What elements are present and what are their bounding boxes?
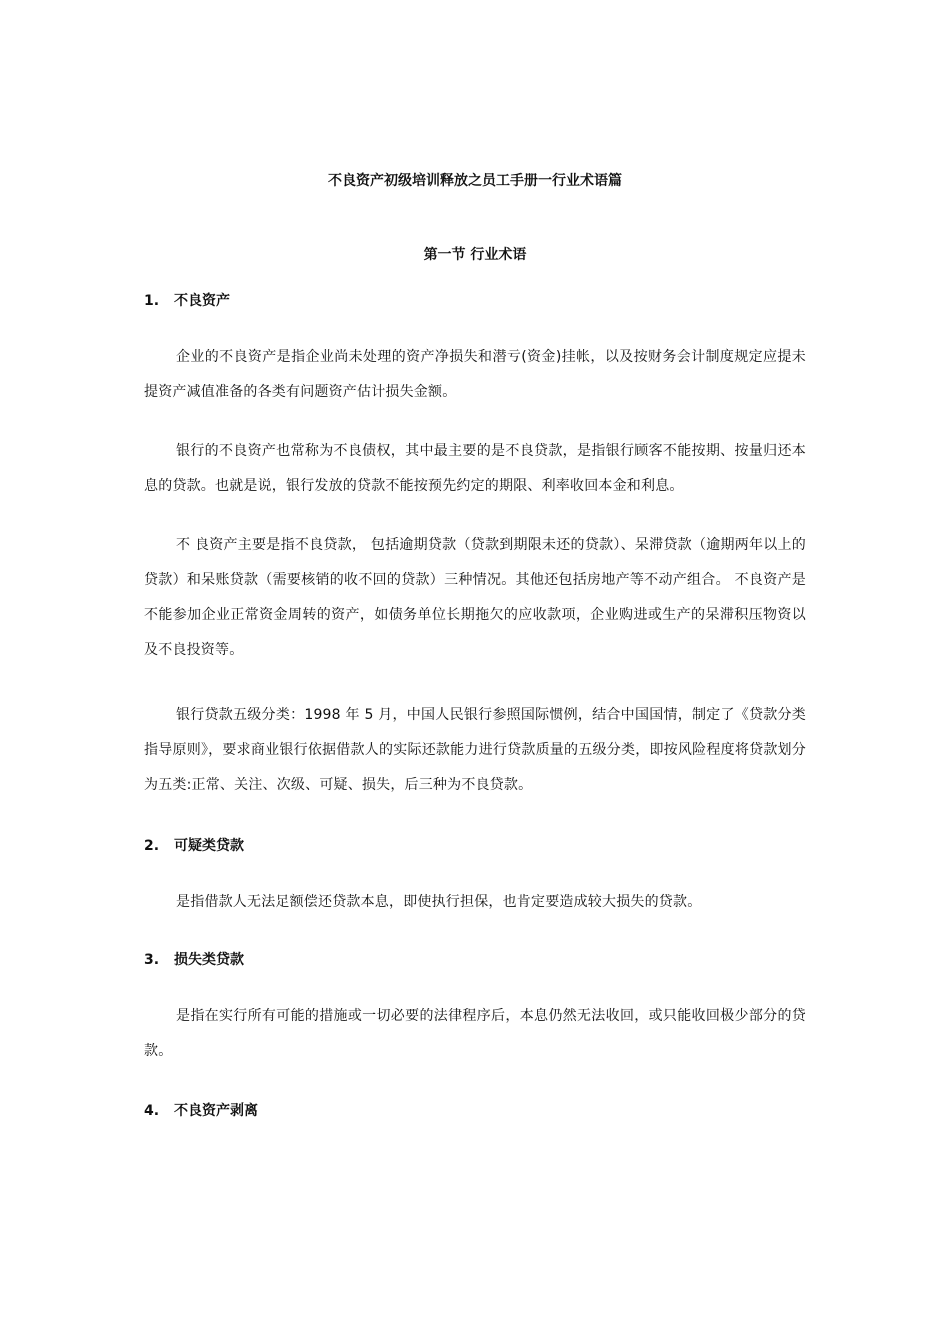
term-heading-label: 不良资产剥离 xyxy=(174,1103,258,1119)
paragraph: 不 良资产主要是指不良贷款， 包括逾期贷款（贷款到期限未还的贷款）、呆滞贷款（逾期两年以上的贷款）和呆账贷款（需要核销的收不回的贷款）三种情况。其他还包括房地产等不动产组合。 不良资产是不能参加企业正常资金周转的资产，如债务单位长期拖欠的应收款项，企业购进或生产的呆滞积压物资以及不良投资等。 xyxy=(144,537,806,658)
term-number: 2. xyxy=(144,838,160,854)
term-heading-2 xyxy=(144,836,824,856)
paragraph: 是指借款人无法足额偿还贷款本息，即使执行担保，也肯定要造成较大损失的贷款。 xyxy=(176,894,702,910)
term-heading-4 xyxy=(144,1101,824,1121)
term-heading-1 xyxy=(144,291,824,311)
term-number: 4. xyxy=(144,1103,160,1119)
paragraph: 是指在实行所有可能的措施或一切必要的法律程序后，本息仍然无法收回，或只能收回极少部分的贷款。 xyxy=(144,1008,806,1059)
paragraph: 银行的不良资产也常称为不良债权，其中最主要的是不良贷款，是指银行顾客不能按期、按量归还本息的贷款。也就是说，银行发放的贷款不能按预先约定的期限、利率收回本金和利息。 xyxy=(144,443,806,494)
term-number: 1. xyxy=(144,293,160,309)
term-heading-label: 可疑类贷款 xyxy=(174,838,244,854)
term-number: 3. xyxy=(144,952,160,968)
term-heading-label: 不良资产 xyxy=(174,293,230,309)
term-heading-3 xyxy=(144,950,824,970)
paragraph: 银行贷款五级分类：1998 年 5 月，中国人民银行参照国际惯例，结合中国国情，制定了《贷款分类指导原则》，要求商业银行依据借款人的实际还款能力进行贷款质量的五级分类，即按风险程度将贷款划分为五类:正常、关注、次级、可疑、损失，后三种为不良贷款。 xyxy=(144,707,806,793)
paragraph: 企业的不良资产是指企业尚未处理的资产净损失和潜亏(资金)挂帐，以及按财务会计制度规定应提未提资产减值准备的各类有问题资产估计损失金额。 xyxy=(144,349,806,400)
document-title: 不良资产初级培训释放之员工手册一行业术语篇 xyxy=(328,173,622,189)
term-heading-label: 损失类贷款 xyxy=(174,952,244,968)
section-title: 第一节 行业术语 xyxy=(423,247,527,263)
